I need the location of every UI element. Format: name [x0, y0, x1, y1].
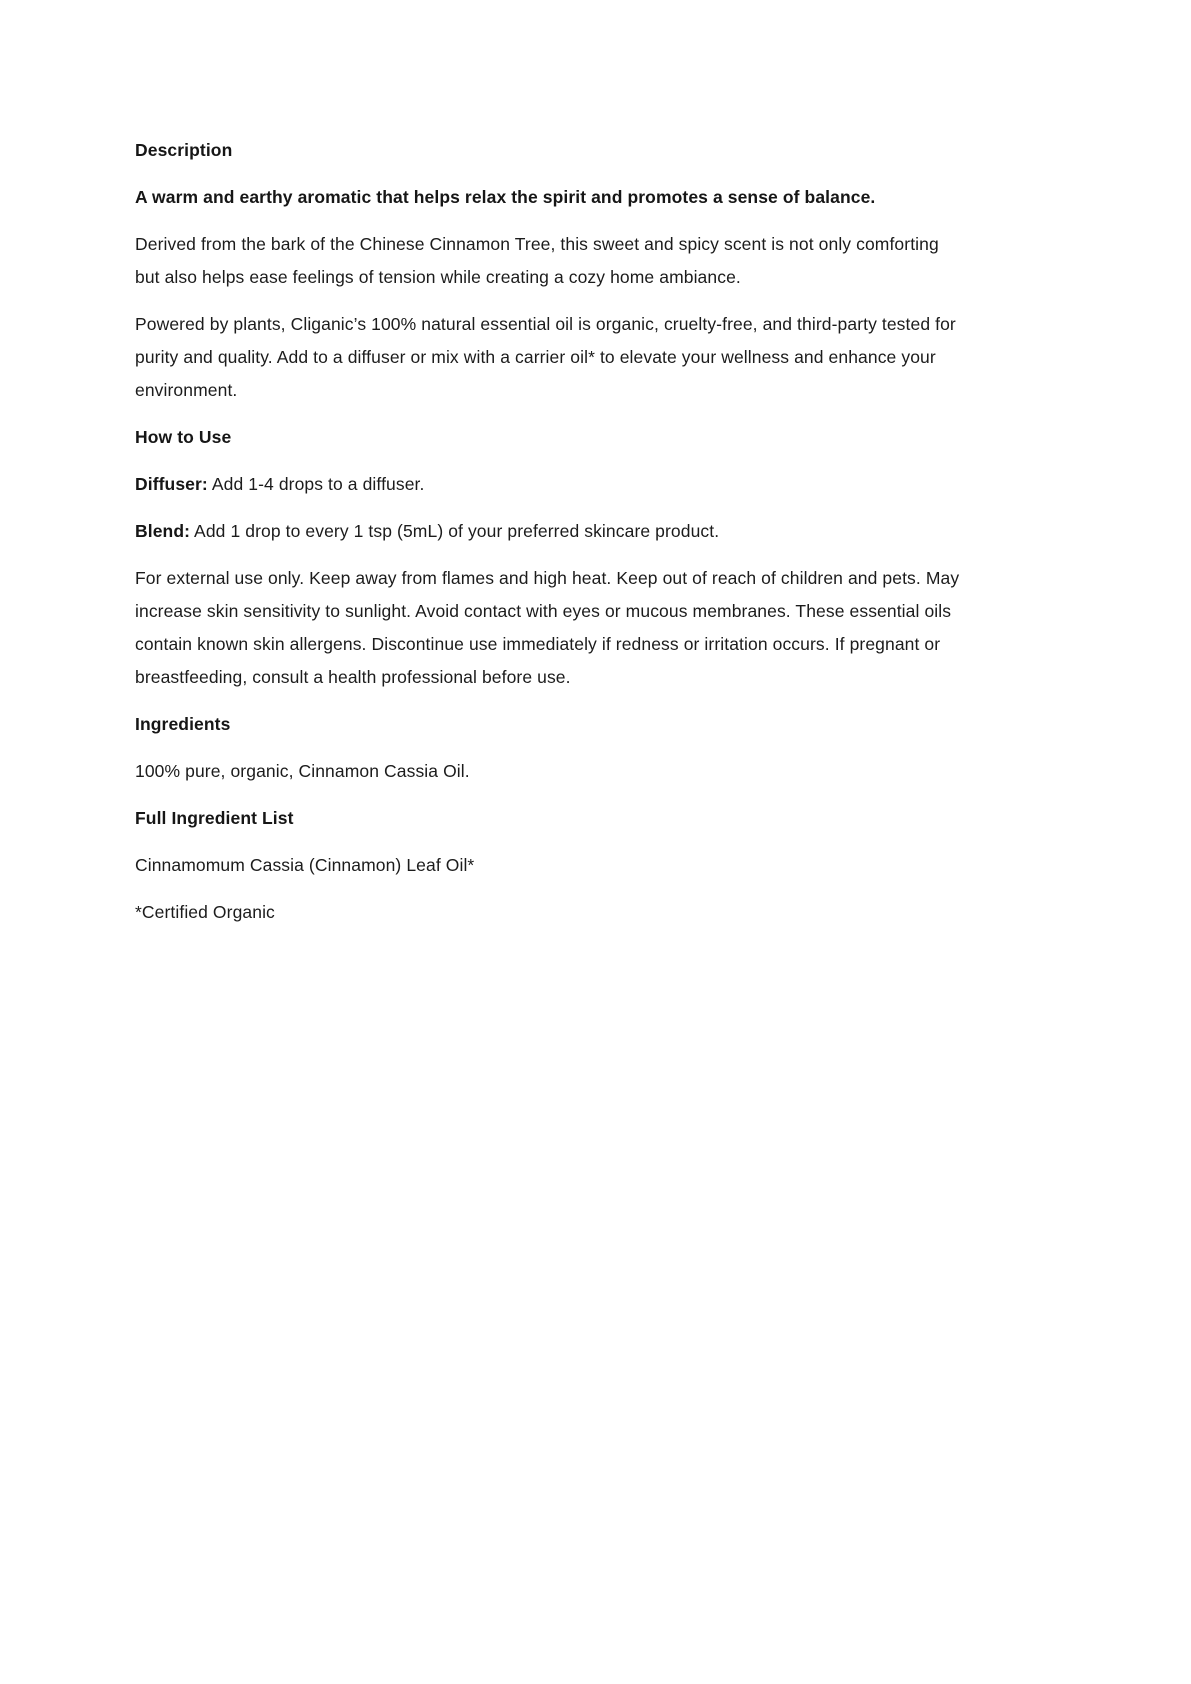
certified-organic-note: *Certified Organic: [135, 902, 275, 922]
blend-text: Add 1 drop to every 1 tsp (5mL) of your preferred skincare product.: [194, 521, 720, 541]
product-tagline: A warm and earthy aromatic that helps relax the spirit and promotes a sense of balance.: [135, 187, 876, 207]
ingredients-text: 100% pure, organic, Cinnamon Cassia Oil.: [135, 761, 470, 781]
how-to-use-heading: How to Use: [135, 427, 232, 447]
product-description-content: [135, 134, 963, 943]
diffuser-instruction: [135, 468, 963, 501]
full-ingredient-text: Cinnamomum Cassia (Cinnamon) Leaf Oil*: [135, 855, 475, 875]
warning-paragraph: For external use only. Keep away from flames and high heat. Keep out of reach of children and pets. May increase skin sensitivity to sunlight. Avoid contact with eyes or mucous membranes. These essential oils contain known skin allergens. Discontinue use immediately if redness or irritation occurs. If pregnant or breastfeeding, consult a health professional before use.: [135, 568, 960, 687]
full-ingredient-list-heading: Full Ingredient List: [135, 808, 294, 828]
blend-instruction: [135, 515, 963, 548]
diffuser-text: Add 1-4 drops to a diffuser.: [211, 474, 425, 494]
diffuser-label: Diffuser:: [135, 474, 208, 494]
ingredients-heading: Ingredients: [135, 714, 231, 734]
paragraph-derived: Derived from the bark of the Chinese Cinnamon Tree, this sweet and spicy scent is not only comforting but also helps ease feelings of tension while creating a cozy home ambiance.: [135, 234, 939, 287]
blend-label: Blend:: [135, 521, 191, 541]
paragraph-powered: Powered by plants, Cliganic’s 100% natural essential oil is organic, cruelty-free, and third-party tested for purity and quality. Add to a diffuser or mix with a carrier oil* to elevate your wellness and enhance your environment.: [135, 314, 956, 400]
description-heading: Description: [135, 140, 233, 160]
